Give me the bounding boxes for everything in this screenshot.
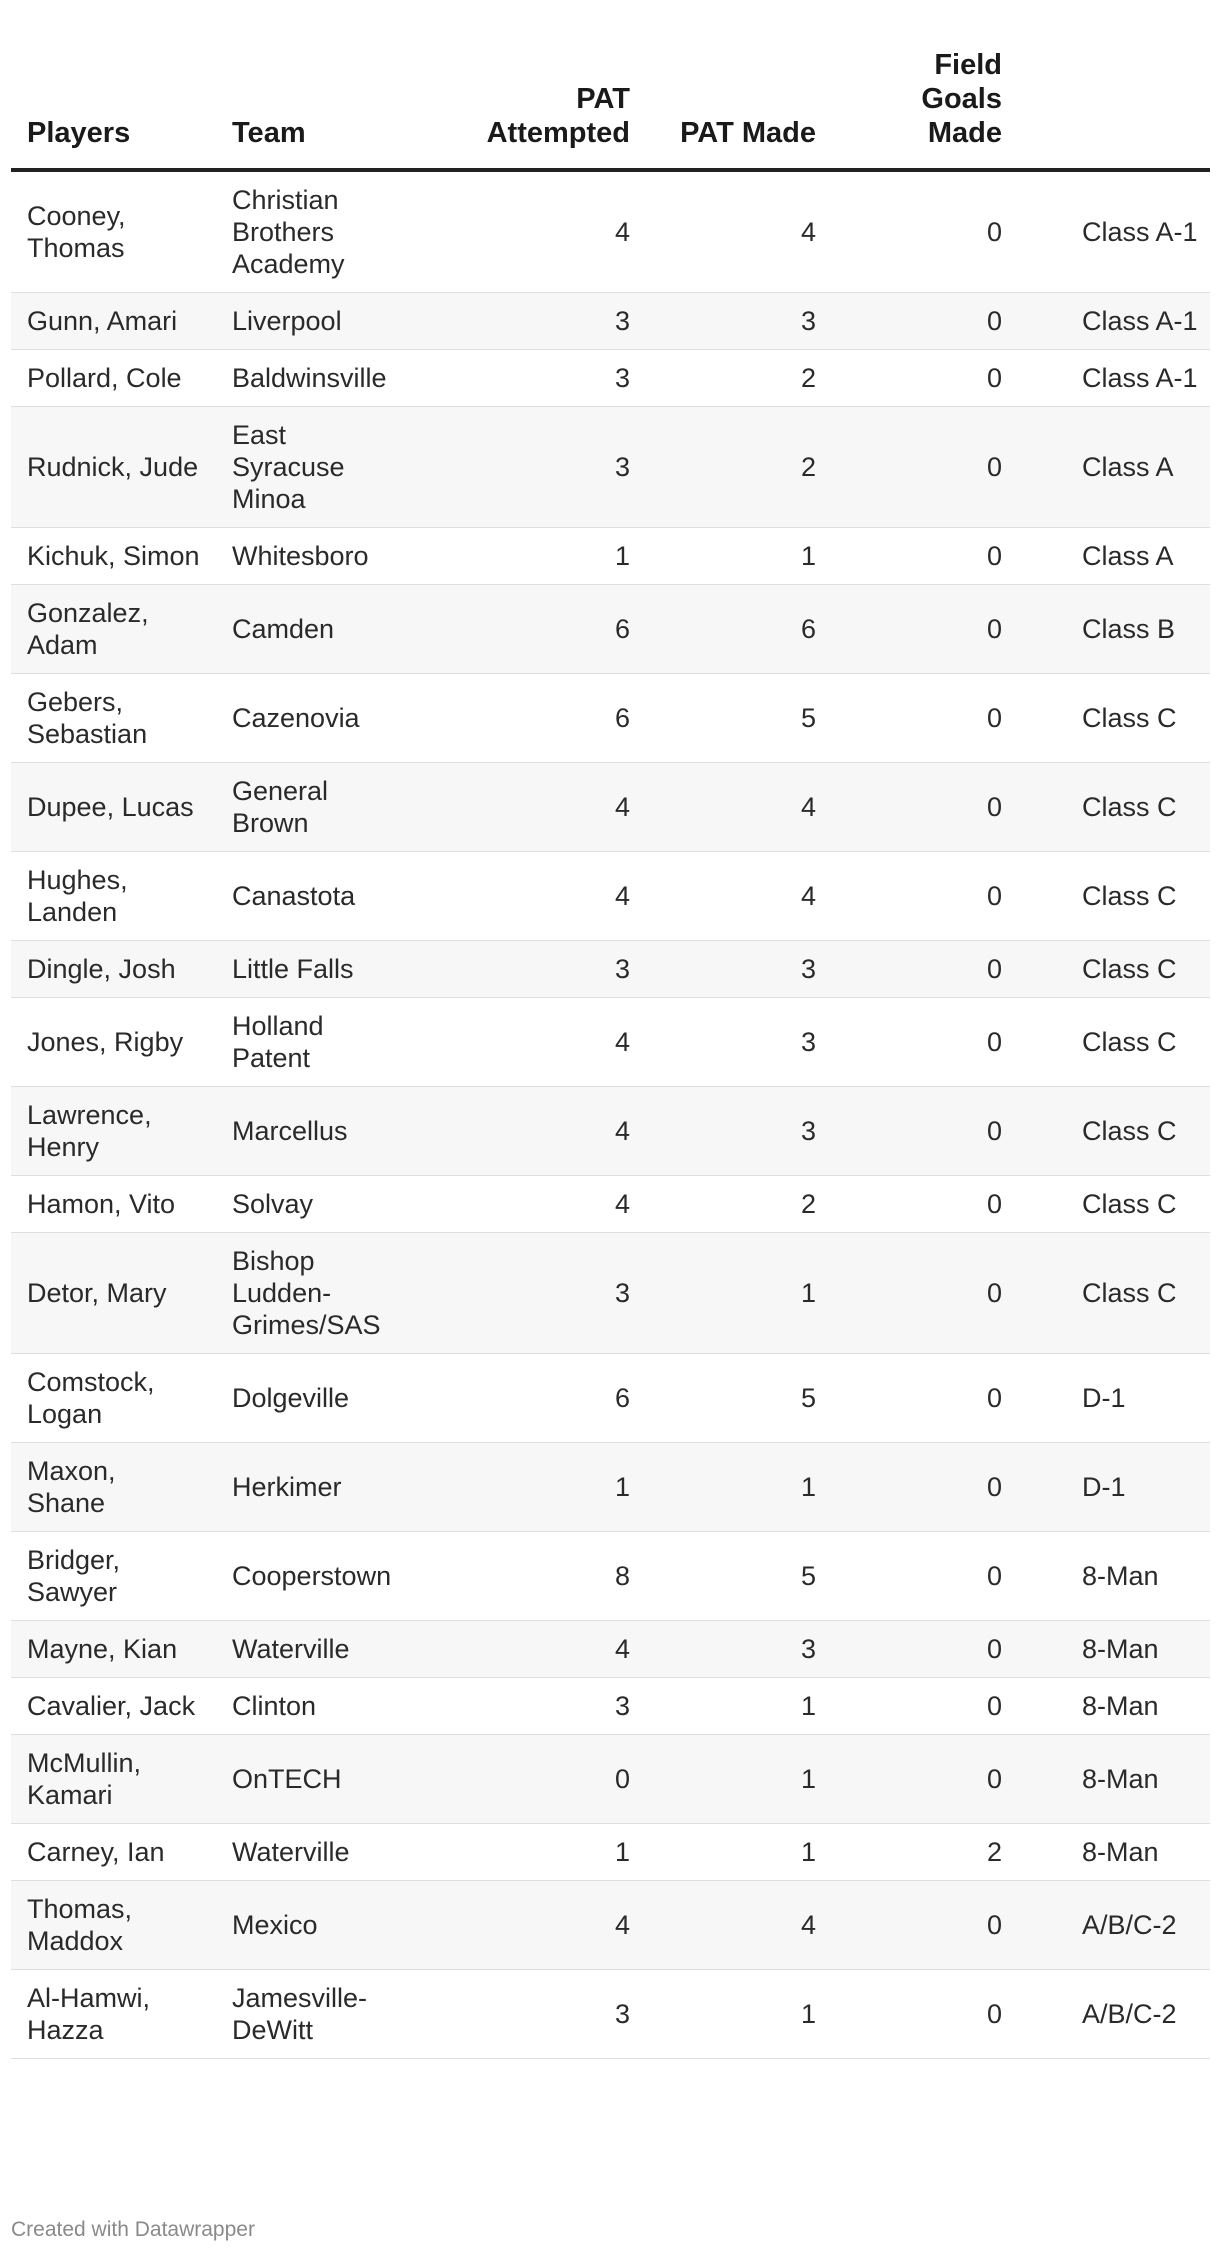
table-row [11,528,1210,585]
table-row [11,763,1210,852]
cell-team: Cooperstown [216,1532,416,1621]
cell-player: Gonzalez, Adam [11,585,216,674]
header-pat-attempted[interactable]: PAT Attempted [416,0,646,170]
cell-player: Carney, Ian [11,1824,216,1881]
cell-class: Class C [1018,852,1210,941]
cell-pat-made: 4 [646,852,832,941]
cell-class: 8-Man [1018,1532,1210,1621]
cell-player: Hamon, Vito [11,1176,216,1233]
cell-pat-attempted: 4 [416,1087,646,1176]
cell-pat-made: 1 [646,1735,832,1824]
cell-pat-attempted: 3 [416,293,646,350]
cell-pat-made: 2 [646,1176,832,1233]
header-team[interactable]: Team [216,0,416,170]
cell-player: Detor, Mary [11,1233,216,1354]
cell-team: Marcellus [216,1087,416,1176]
cell-pat-attempted: 4 [416,1621,646,1678]
cell-class: 8-Man [1018,1621,1210,1678]
cell-field-goals-made: 0 [832,852,1018,941]
cell-field-goals-made: 0 [832,170,1018,293]
cell-team: Christian Brothers Academy [216,170,416,293]
cell-pat-attempted: 3 [416,1233,646,1354]
cell-pat-attempted: 3 [416,1970,646,2059]
cell-pat-made: 3 [646,293,832,350]
cell-pat-made: 1 [646,1678,832,1735]
table-row [11,1443,1210,1532]
cell-field-goals-made: 0 [832,293,1018,350]
cell-field-goals-made: 0 [832,998,1018,1087]
cell-pat-attempted: 6 [416,674,646,763]
table-body [11,170,1210,2059]
cell-pat-made: 3 [646,998,832,1087]
table-row [11,1354,1210,1443]
cell-team: Baldwinsville [216,350,416,407]
cell-field-goals-made: 0 [832,1621,1018,1678]
cell-pat-attempted: 6 [416,585,646,674]
cell-team: Cazenovia [216,674,416,763]
cell-team: Herkimer [216,1443,416,1532]
cell-class: Class A [1018,407,1210,528]
header-field-goals-made[interactable]: Field Goals Made [832,0,1018,170]
cell-pat-attempted: 3 [416,941,646,998]
cell-field-goals-made: 0 [832,1087,1018,1176]
table-row [11,1621,1210,1678]
cell-class: Class C [1018,763,1210,852]
cell-team: Little Falls [216,941,416,998]
cell-class: Class C [1018,1176,1210,1233]
cell-player: Jones, Rigby [11,998,216,1087]
cell-class: Class C [1018,1233,1210,1354]
cell-pat-attempted: 4 [416,1176,646,1233]
cell-class: 8-Man [1018,1824,1210,1881]
cell-team: Waterville [216,1824,416,1881]
table-row [11,293,1210,350]
cell-pat-attempted: 3 [416,350,646,407]
cell-field-goals-made: 0 [832,1678,1018,1735]
cell-field-goals-made: 0 [832,674,1018,763]
cell-player: Gebers, Sebastian [11,674,216,763]
table-row [11,170,1210,293]
cell-player: Hughes, Landen [11,852,216,941]
cell-field-goals-made: 0 [832,1970,1018,2059]
cell-team: Clinton [216,1678,416,1735]
cell-class: A/B/C-2 [1018,1881,1210,1970]
header-class [1018,0,1210,170]
table-row [11,1881,1210,1970]
cell-pat-made: 1 [646,528,832,585]
cell-pat-made: 3 [646,1087,832,1176]
cell-field-goals-made: 0 [832,528,1018,585]
table-row [11,674,1210,763]
table-row [11,350,1210,407]
cell-class: 8-Man [1018,1678,1210,1735]
cell-class: Class A-1 [1018,170,1210,293]
table-row [11,941,1210,998]
cell-pat-attempted: 4 [416,1881,646,1970]
cell-player: McMullin, Kamari [11,1735,216,1824]
cell-team: Jamesville-DeWitt [216,1970,416,2059]
cell-pat-made: 1 [646,1824,832,1881]
cell-class: Class A-1 [1018,350,1210,407]
cell-field-goals-made: 2 [832,1824,1018,1881]
cell-field-goals-made: 0 [832,1176,1018,1233]
cell-field-goals-made: 0 [832,585,1018,674]
cell-team: Camden [216,585,416,674]
cell-team: Waterville [216,1621,416,1678]
table-row [11,1678,1210,1735]
cell-player: Mayne, Kian [11,1621,216,1678]
cell-player: Cooney, Thomas [11,170,216,293]
cell-pat-attempted: 1 [416,1824,646,1881]
cell-player: Lawrence, Henry [11,1087,216,1176]
table-row [11,852,1210,941]
cell-player: Dupee, Lucas [11,763,216,852]
cell-pat-made: 5 [646,1354,832,1443]
table-row [11,1087,1210,1176]
cell-player: Gunn, Amari [11,293,216,350]
cell-pat-attempted: 8 [416,1532,646,1621]
cell-field-goals-made: 0 [832,763,1018,852]
cell-pat-made: 1 [646,1970,832,2059]
header-players[interactable]: Players [11,0,216,170]
cell-team: Holland Patent [216,998,416,1087]
cell-team: OnTECH [216,1735,416,1824]
cell-pat-made: 3 [646,1621,832,1678]
cell-player: Rudnick, Jude [11,407,216,528]
cell-pat-attempted: 4 [416,170,646,293]
cell-pat-attempted: 4 [416,763,646,852]
table-row [11,1176,1210,1233]
header-pat-made[interactable]: PAT Made [646,0,832,170]
cell-team: General Brown [216,763,416,852]
cell-pat-attempted: 3 [416,1678,646,1735]
cell-class: D-1 [1018,1443,1210,1532]
cell-field-goals-made: 0 [832,1532,1018,1621]
kicking-stats-table [11,0,1210,2059]
cell-pat-attempted: 1 [416,528,646,585]
cell-pat-attempted: 0 [416,1735,646,1824]
stats-table-container [11,0,1210,2059]
table-row [11,1233,1210,1354]
cell-player: Thomas, Maddox [11,1881,216,1970]
table-row [11,1532,1210,1621]
cell-team: Whitesboro [216,528,416,585]
table-row [11,1824,1210,1881]
cell-field-goals-made: 0 [832,1233,1018,1354]
table-row [11,1970,1210,2059]
cell-pat-made: 5 [646,674,832,763]
table-header [11,0,1210,170]
cell-team: Canastota [216,852,416,941]
cell-player: Comstock, Logan [11,1354,216,1443]
cell-pat-attempted: 4 [416,852,646,941]
cell-field-goals-made: 0 [832,1443,1018,1532]
cell-pat-made: 4 [646,170,832,293]
cell-pat-attempted: 4 [416,998,646,1087]
cell-pat-made: 3 [646,941,832,998]
cell-team: Liverpool [216,293,416,350]
cell-player: Pollard, Cole [11,350,216,407]
cell-field-goals-made: 0 [832,941,1018,998]
cell-team: East Syracuse Minoa [216,407,416,528]
cell-pat-made: 6 [646,585,832,674]
cell-team: Mexico [216,1881,416,1970]
cell-pat-made: 2 [646,407,832,528]
cell-pat-made: 2 [646,350,832,407]
table-row [11,585,1210,674]
cell-pat-attempted: 1 [416,1443,646,1532]
cell-pat-made: 4 [646,1881,832,1970]
cell-class: Class C [1018,941,1210,998]
cell-pat-made: 1 [646,1443,832,1532]
cell-class: Class C [1018,998,1210,1087]
cell-team: Solvay [216,1176,416,1233]
cell-player: Bridger, Sawyer [11,1532,216,1621]
cell-class: A/B/C-2 [1018,1970,1210,2059]
table-row [11,998,1210,1087]
cell-pat-made: 1 [646,1233,832,1354]
cell-field-goals-made: 0 [832,1881,1018,1970]
cell-class: 8-Man [1018,1735,1210,1824]
cell-class: Class C [1018,674,1210,763]
cell-class: Class C [1018,1087,1210,1176]
datawrapper-credit: Created with Datawrapper [11,2218,255,2241]
cell-class: D-1 [1018,1354,1210,1443]
cell-team: Bishop Ludden-Grimes/SAS [216,1233,416,1354]
cell-player: Dingle, Josh [11,941,216,998]
cell-pat-attempted: 6 [416,1354,646,1443]
cell-class: Class B [1018,585,1210,674]
cell-pat-attempted: 3 [416,407,646,528]
cell-player: Al-Hamwi, Hazza [11,1970,216,2059]
cell-pat-made: 5 [646,1532,832,1621]
cell-field-goals-made: 0 [832,407,1018,528]
cell-field-goals-made: 0 [832,1354,1018,1443]
cell-team: Dolgeville [216,1354,416,1443]
cell-class: Class A [1018,528,1210,585]
table-row [11,1735,1210,1824]
cell-player: Maxon, Shane [11,1443,216,1532]
cell-field-goals-made: 0 [832,350,1018,407]
cell-player: Kichuk, Simon [11,528,216,585]
cell-class: Class A-1 [1018,293,1210,350]
cell-pat-made: 4 [646,763,832,852]
cell-field-goals-made: 0 [832,1735,1018,1824]
table-row [11,407,1210,528]
header-row [11,0,1210,170]
cell-player: Cavalier, Jack [11,1678,216,1735]
